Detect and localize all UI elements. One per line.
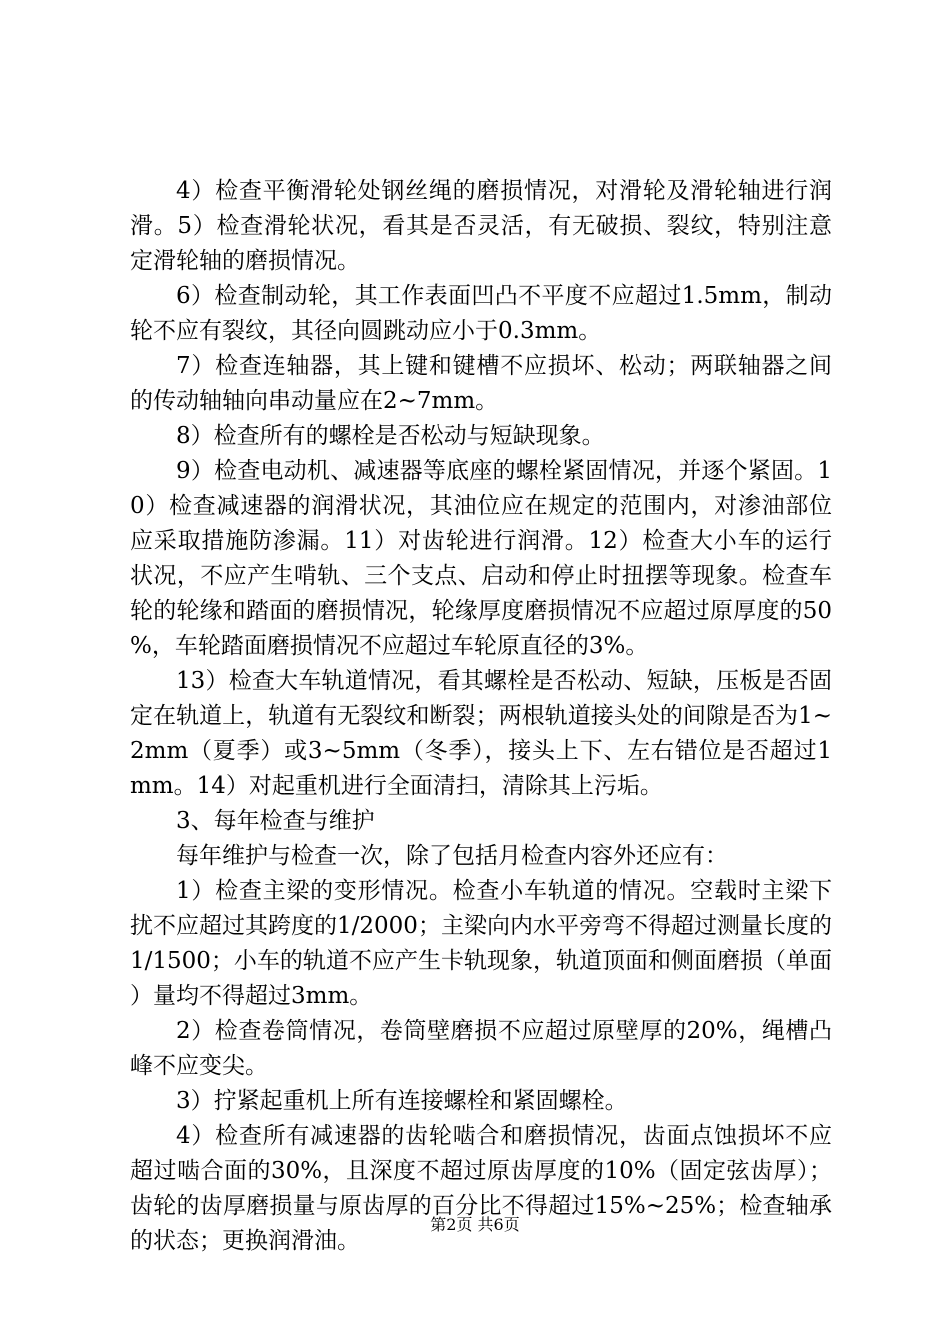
paragraph-11: 4）检查所有减速器的齿轮啮合和磨损情况，齿面点蚀损坏不应超过啮合面的30%，且深度不超过原齿厚度的10%（固定弦齿厚）；齿轮的齿厚磨损量与原齿厚的百分比不得超过15%~25%；检查轴承的状态；更换润滑油。 bbox=[130, 1123, 832, 1254]
paragraph-7: 每年维护与检查一次，除了包括月检查内容外还应有： bbox=[176, 843, 728, 869]
paragraph-1: 4）检查平衡滑轮处钢丝绳的磨损情况，对滑轮及滑轮轴进行润滑。5）检查滑轮状况，看其是否灵活，有无破损、裂纹，特别注意定滑轮轴的磨损情况。 bbox=[130, 178, 832, 274]
paragraph-3: 7）检查连轴器，其上键和键槽不应损坏、松动；两联轴器之间的传动轴轴向串动量应在2~7mm。 bbox=[130, 353, 832, 414]
paragraph-6: 13）检查大车轨道情况，看其螺栓是否松动、短缺，压板是否固定在轨道上，轨道有无裂纹和断裂；两根轨道接头处的间隙是否为1~2mm（夏季）或3~5mm（冬季），接头上下、左右错位是否超过1mm。14）对起重机进行全面清扫，清除其上污垢。 bbox=[130, 668, 832, 799]
paragraph-2: 6）检查制动轮，其工作表面凹凸不平度不应超过1.5mm，制动轮不应有裂纹，其径向圆跳动应小于0.3mm。 bbox=[130, 283, 832, 344]
paragraph-8: 1）检查主梁的变形情况。检查小车轨道的情况。空载时主梁下扰不应超过其跨度的1/2000；主梁向内水平旁弯不得超过测量长度的1/1500；小车的轨道不应产生卡轨现象，轨道顶面和侧面磨损（单面）量均不得超过3mm。 bbox=[130, 878, 832, 1009]
paragraph-9: 2）检查卷筒情况，卷筒壁磨损不应超过原壁厚的20%，绳槽凸峰不应变尖。 bbox=[130, 1018, 832, 1079]
document-body bbox=[130, 174, 832, 1259]
section-heading: 3、每年检查与维护 bbox=[176, 808, 375, 834]
paragraph-5: 9）检查电动机、减速器等底座的螺栓紧固情况，并逐个紧固。10）检查减速器的润滑状况，其油位应在规定的范围内，对渗油部位应采取措施防渗漏。11）对齿轮进行润滑。12）检查大小车的运行状况，不应产生啃轨、三个支点、启动和停止时扭摆等现象。检查车轮的轮缘和踏面的磨损情况，轮缘厚度磨损情况不应超过原厚度的50%，车轮踏面磨损情况不应超过车轮原直径的3%。 bbox=[130, 458, 832, 659]
paragraph-10: 3）拧紧起重机上所有连接螺栓和紧固螺栓。 bbox=[176, 1088, 628, 1114]
paragraph-4: 8）检查所有的螺栓是否松动与短缺现象。 bbox=[176, 423, 605, 449]
page-footer: 第2页 共6页 bbox=[430, 1215, 520, 1234]
